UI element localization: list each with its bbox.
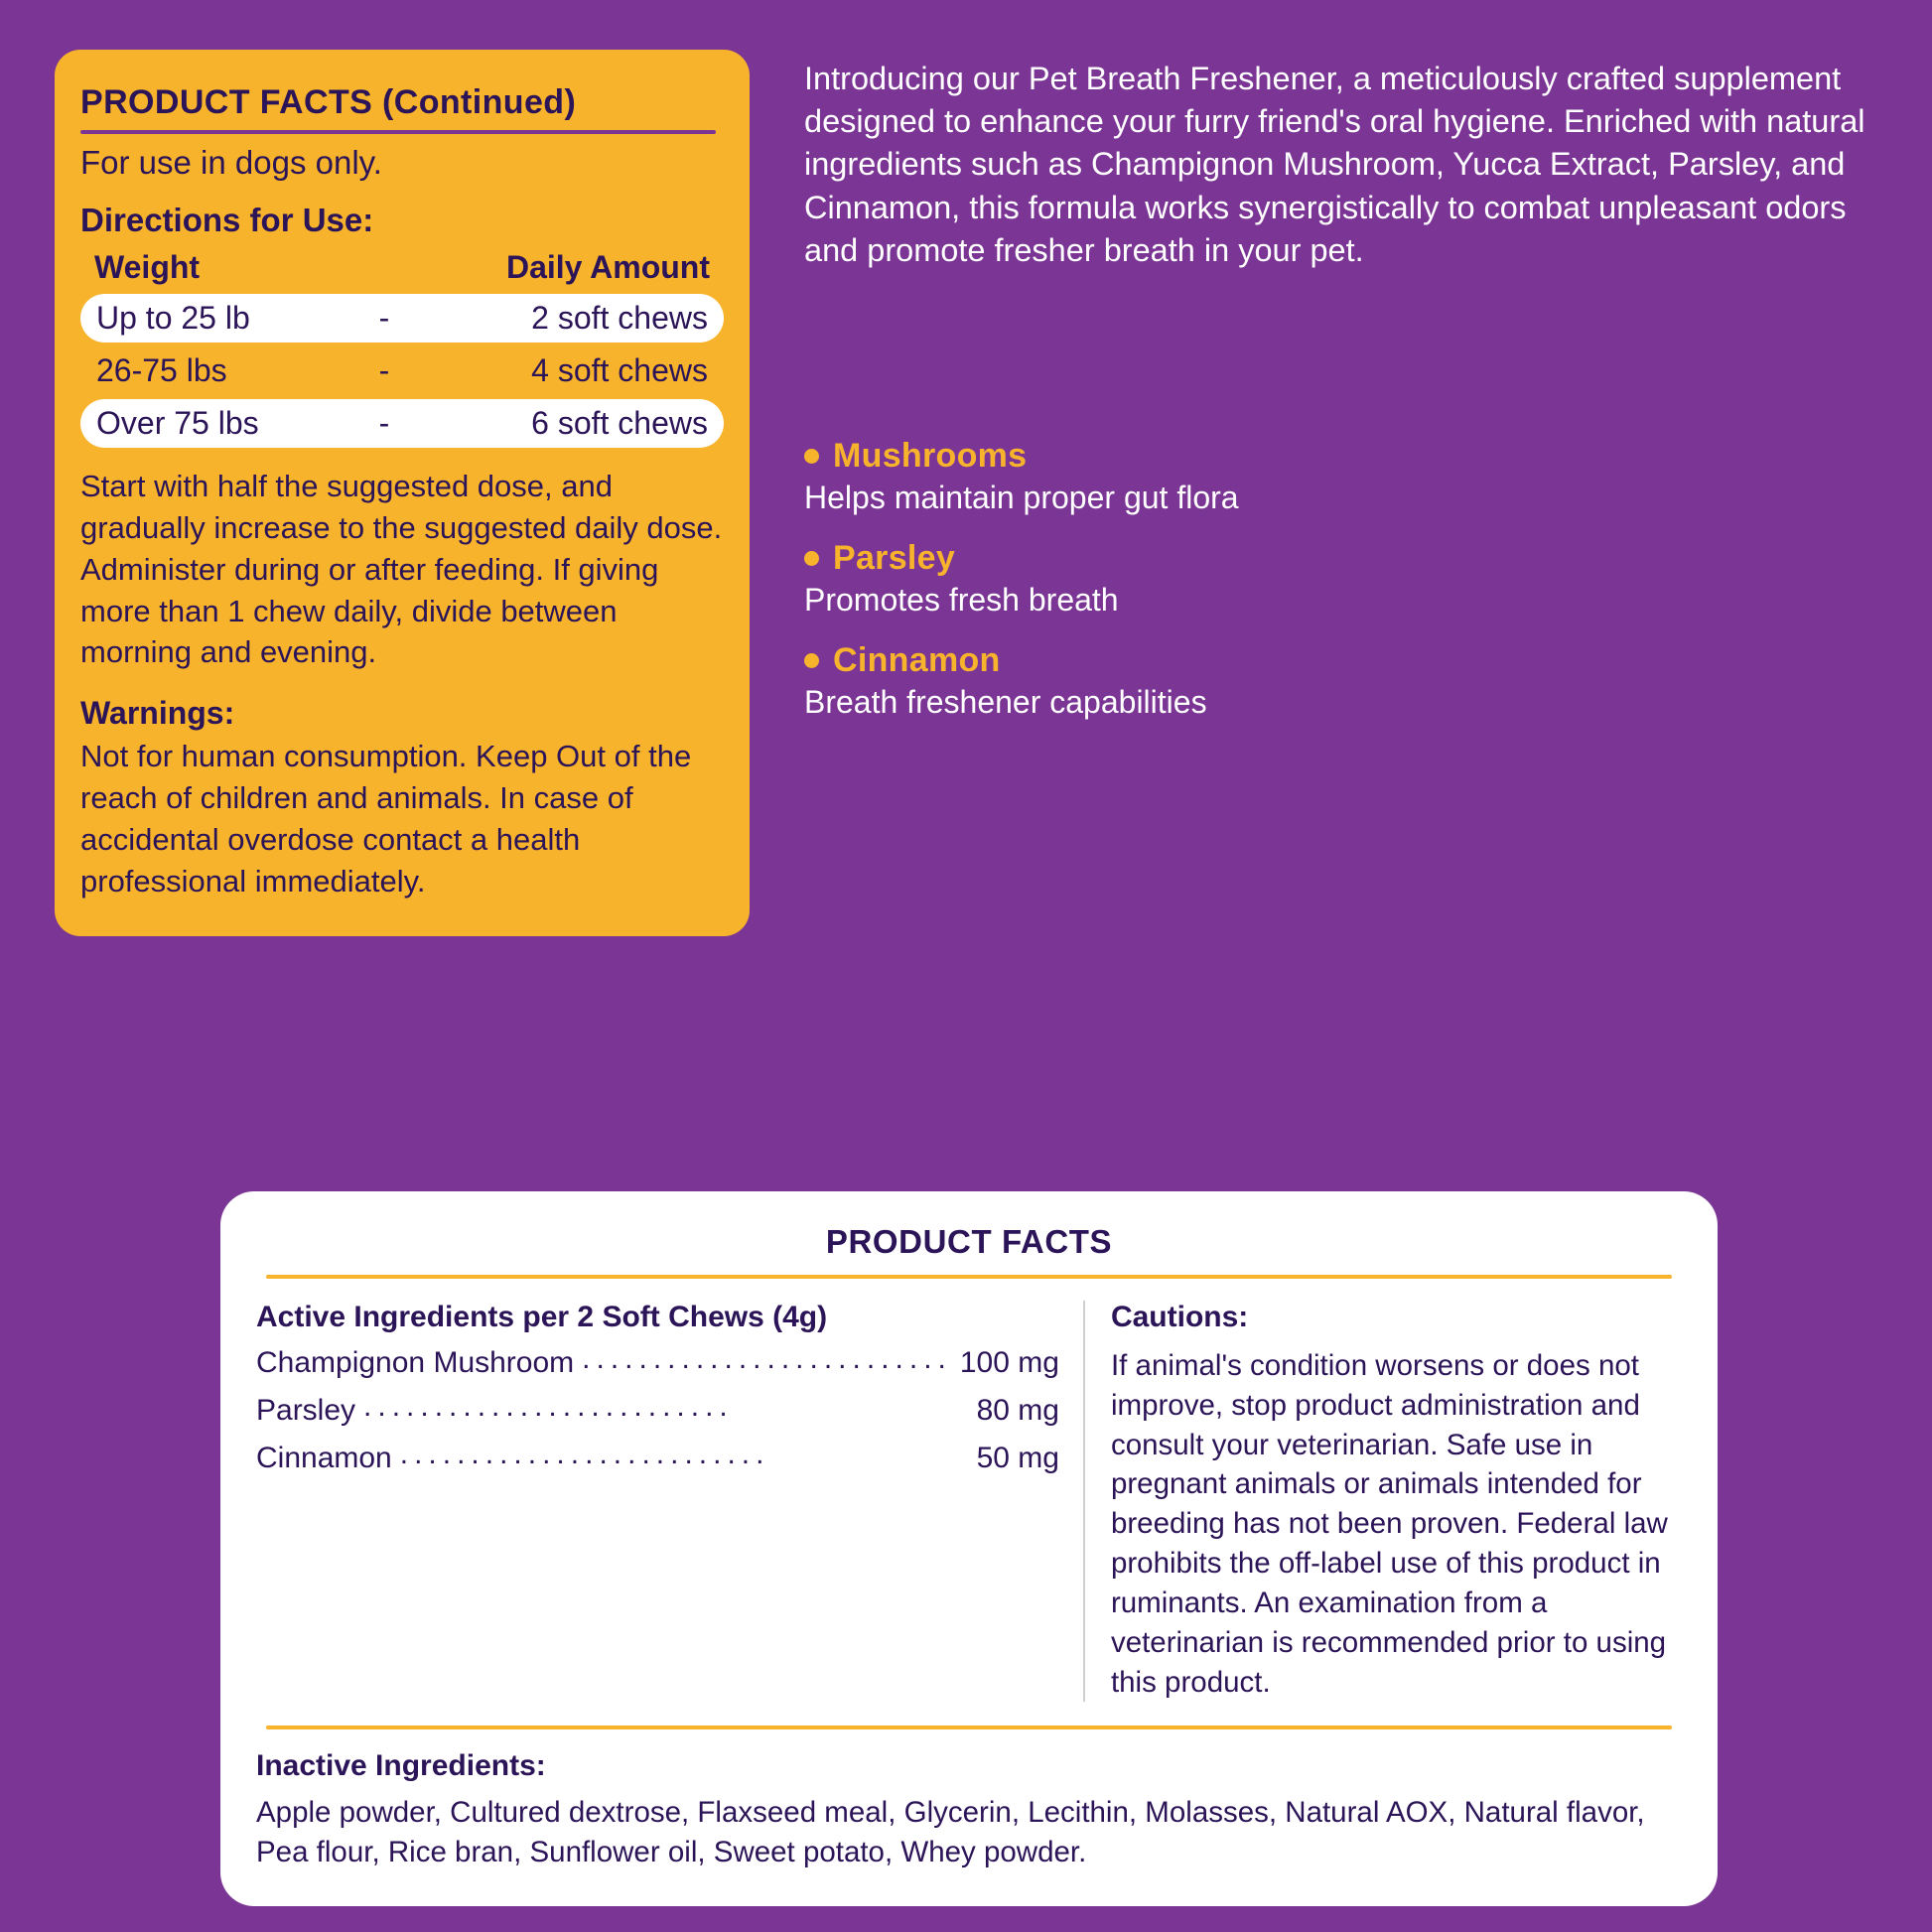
leader-dots: ..........................	[363, 1390, 734, 1423]
cautions-title: Cautions:	[1110, 1301, 1249, 1333]
inactive-ingredients-text: Apple powder, Cultured dextrose, Flaxseed meal, Glycerin, Lecithin, Molasses, Natural AOX, Natural flavor, Pea flour, Rice bran, Sunflower oil, Sweet potato, Whey powder.	[256, 1796, 1645, 1869]
intro-paragraph: Introducing our Pet Breath Freshener, a meticulously crafted supplement designed to enhance your furry friend's oral hygiene. Enriched with natural ingredients such as Champignon Mushroom, Yucca Extract, Parsley, and Cinnamon, this formula works synergistically to combat unpleasant odors and promote fresher breath in your pet.	[804, 61, 1865, 268]
ingredient-amount: 50 mg	[976, 1442, 1059, 1474]
card-divider-bottom	[266, 1725, 1672, 1729]
list-item	[804, 437, 1876, 517]
leader-dots: ..........................	[582, 1342, 952, 1375]
bullet-dot-icon	[804, 653, 819, 668]
product-facts-continued-title: PRODUCT FACTS (Continued)	[80, 83, 577, 121]
active-ingredients-column	[256, 1301, 1085, 1702]
benefit-description: Breath freshener capabilities	[804, 684, 1207, 720]
list-item	[804, 539, 1876, 620]
benefit-heading	[804, 437, 1876, 476]
dosing-table-header	[80, 249, 724, 294]
dose-weight: Up to 25 lb	[96, 300, 250, 336]
dose-amount: 6 soft chews	[531, 405, 708, 441]
warnings-text: Not for human consumption. Keep Out of the reach of children and animals. In case of accidental overdose contact a health professional immediately.	[80, 739, 692, 898]
leader-dots: ..........................	[399, 1438, 770, 1470]
dose-weight: Over 75 lbs	[96, 405, 259, 441]
product-facts-card	[220, 1191, 1718, 1906]
list-item	[256, 1438, 1059, 1475]
cautions-text: If animal's condition worsens or does not improve, stop product administration and consult your veterinarian. Safe use in pregnant animals or animals intended for breeding has not been proven. Federal law prohibits the off-label use of this product in ruminants. An examination from a veterinarian is recommended prior to using this product.	[1110, 1349, 1668, 1699]
dosing-header-amount: Daily Amount	[505, 249, 710, 285]
dose-amount: 4 soft chews	[531, 352, 708, 388]
ingredient-name: Cinnamon	[256, 1442, 392, 1474]
product-facts-continued-panel	[55, 50, 750, 936]
benefit-description: Helps maintain proper gut flora	[804, 480, 1239, 515]
dose-amount: 2 soft chews	[531, 300, 708, 336]
for-use-text: For use in dogs only.	[80, 144, 382, 181]
benefit-heading	[804, 539, 1876, 578]
table-row	[80, 346, 724, 395]
benefit-name: Cinnamon	[833, 641, 1001, 679]
ingredient-name: Champignon Mushroom	[256, 1346, 575, 1379]
dosing-header-weight: Weight	[94, 249, 201, 285]
instructions-text: Start with half the suggested dose, and gradually increase to the suggested daily dose. Administer during or after feeding. If giving more than 1 chew daily, divide between morning and evening.	[80, 469, 723, 670]
dose-weight: 26-75 lbs	[96, 352, 227, 388]
ingredient-amount: 80 mg	[976, 1394, 1059, 1427]
benefit-name: Parsley	[833, 539, 956, 577]
cautions-column	[1085, 1301, 1682, 1702]
bullet-dot-icon	[804, 551, 819, 566]
active-ingredients-title: Active Ingredients per 2 Soft Chews (4g)	[256, 1301, 828, 1333]
product-facts-title: PRODUCT FACTS	[825, 1223, 1113, 1260]
benefit-heading	[804, 641, 1876, 680]
ingredient-amount: 100 mg	[959, 1346, 1059, 1379]
card-columns	[256, 1301, 1682, 1702]
directions-title: Directions for Use:	[80, 202, 374, 238]
list-item	[804, 641, 1876, 722]
table-row	[80, 294, 724, 343]
dose-dash: -	[378, 405, 390, 441]
benefit-name: Mushrooms	[833, 437, 1028, 475]
title-divider	[80, 130, 716, 134]
list-item	[256, 1390, 1059, 1428]
card-divider-top	[266, 1275, 1672, 1279]
list-item	[256, 1342, 1059, 1380]
ingredient-name: Parsley	[256, 1394, 356, 1427]
table-row	[80, 399, 724, 448]
dose-dash: -	[378, 352, 390, 388]
warnings-title: Warnings:	[80, 695, 235, 732]
benefits-list	[804, 437, 1876, 744]
bullet-dot-icon	[804, 449, 819, 464]
inactive-ingredients-title: Inactive Ingredients:	[256, 1749, 546, 1783]
dose-dash: -	[378, 300, 390, 336]
benefit-description: Promotes fresh breath	[804, 582, 1119, 618]
